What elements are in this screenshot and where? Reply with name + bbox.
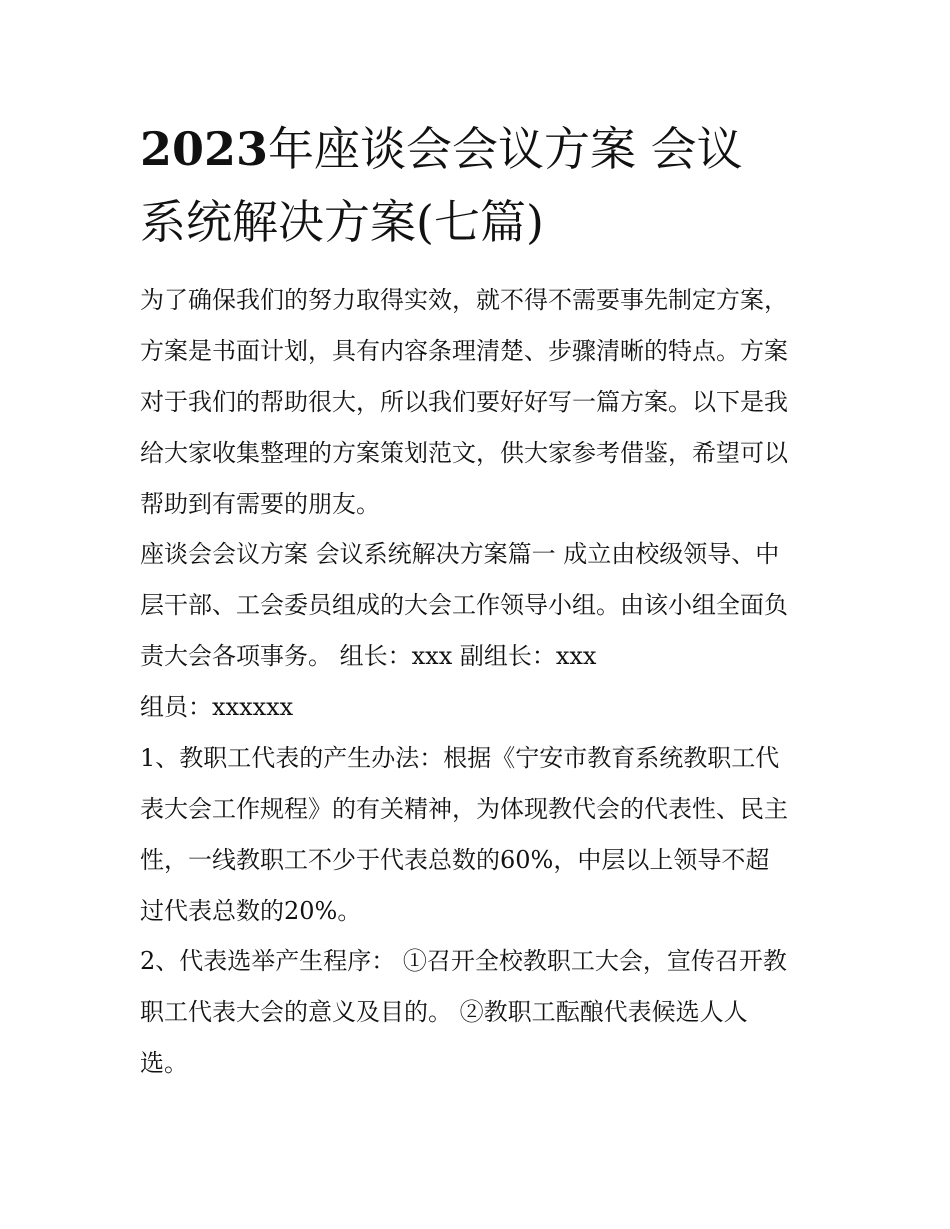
body-line: 对于我们的帮助很大，所以我们要好好写一篇方案。以下是我 (140, 388, 788, 416)
title-year: 2023 (140, 122, 269, 176)
body-line: 过代表总数的20%。 (140, 897, 362, 925)
body-line: 座谈会会议方案 会议系统解决方案篇一 成立由校级领导、中 (140, 540, 780, 568)
body-line: 选。 (140, 1049, 188, 1077)
title-text-2: 系统解决方案(七篇) (140, 195, 544, 249)
body-line: 组员：xxxxxx (140, 693, 294, 721)
document-title-line-1 (140, 122, 743, 176)
body-line: 为了确保我们的努力取得实效，就不得不需要事先制定方案， (140, 286, 788, 314)
document-title-line-2 (140, 195, 544, 249)
body-line: 表大会工作规程》的有关精神，为体现教代会的代表性、民主 (140, 795, 788, 823)
body-line: 性，一线教职工不少于代表总数的60%，中层以上领导不超 (140, 846, 770, 874)
body-line: 方案是书面计划，具有内容条理清楚、步骤清晰的特点。方案 (140, 337, 788, 365)
body-line: 职工代表大会的意义及目的。 ②教职工酝酿代表候选人人 (140, 998, 748, 1026)
body-line: 2、代表选举产生程序： ①召开全校教职工大会，宣传召开教 (140, 947, 787, 975)
body-line: 1、教职工代表的产生办法：根据《宁安市教育系统教职工代 (140, 744, 780, 772)
title-text-1: 年座谈会会议方案 会议 (268, 122, 743, 176)
body-line: 责大会各项事务。 组长：xxx 副组长：xxx (140, 642, 597, 670)
body-line: 帮助到有需要的朋友。 (140, 490, 380, 518)
body-line: 给大家收集整理的方案策划范文，供大家参考借鉴，希望可以 (140, 439, 788, 467)
body-line: 层干部、工会委员组成的大会工作领导小组。由该小组全面负 (140, 591, 788, 619)
